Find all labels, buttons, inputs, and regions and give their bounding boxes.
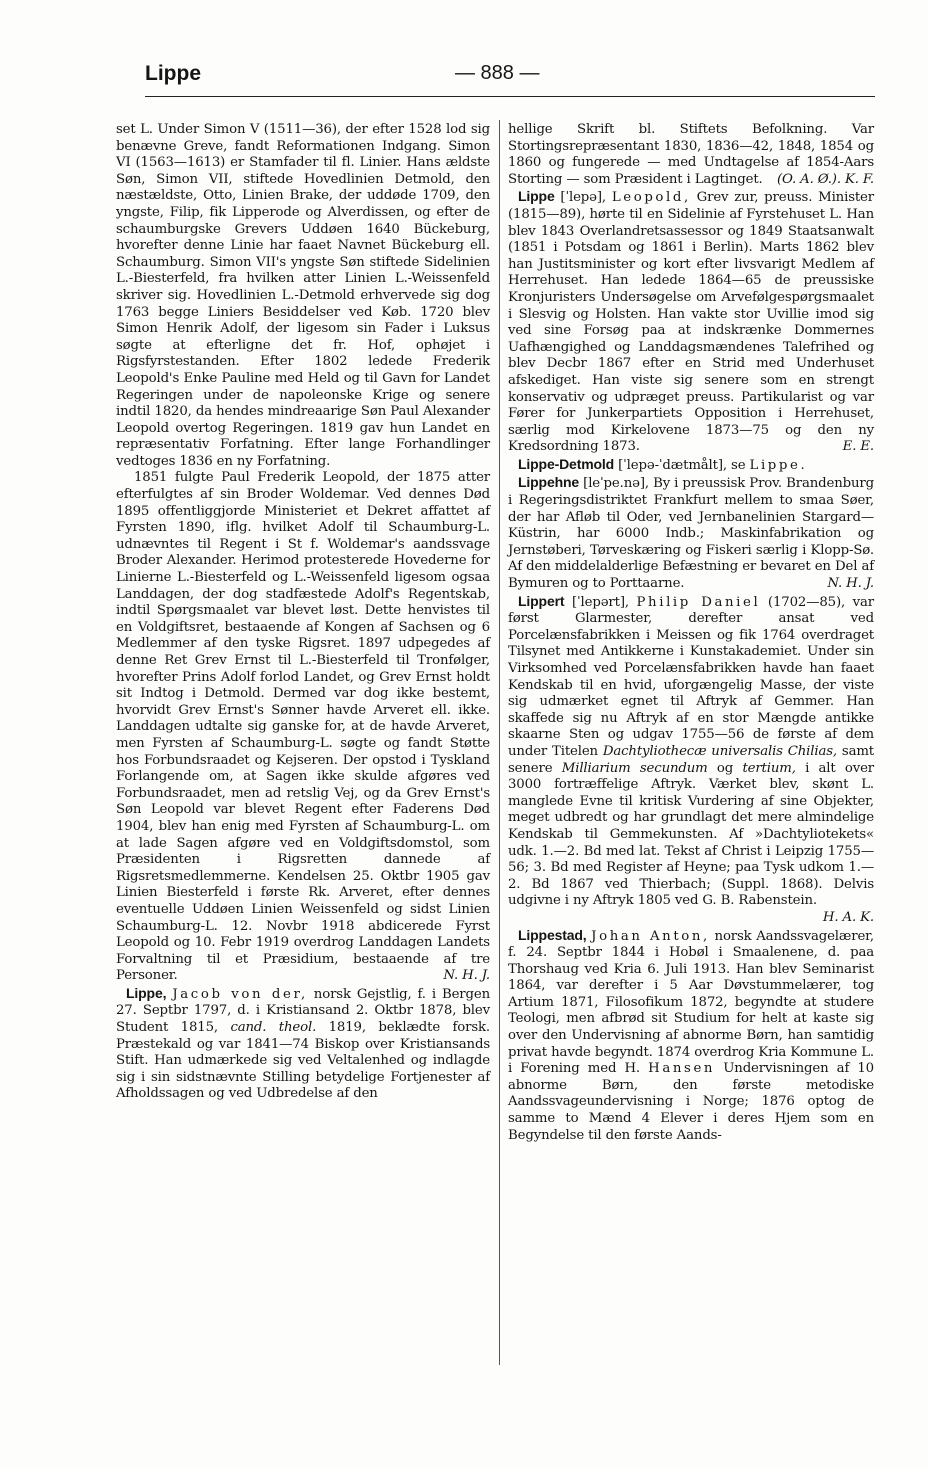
entry-text-2: samt senere: [508, 743, 874, 776]
author-signature: N. H. J.: [827, 576, 874, 592]
entry-lippe-jacob: [116, 985, 490, 1103]
entry-text: Grev zur, preuss. Minister (1815—89), hørte til en Sidelinie af Fyrstehuset L. Han blev 1843 Overlandretsassessor og 1849 Staatsanwalt (1851 i Potsdam og 1861 i Berlin). Marts 1862 blev han Justitsminister og kort efter livsvarigt Medlem af Herrehuset. Han ledede 1864—65 de preussiske Kronjuristers Undersøgelse om Arvefølgespørgsmaalet i Slesvig og Holsten. Han vakte stor Uvillie imod sig ved sine Forsøg paa at indskrænke Dommernes Uafhængighed og Landdagsmændenes Talefrihed og blev Decbr 1867 efter en Strid med Underhuset afskediget. Han viste sig senere som en strengt konservativ og udpræget preuss. Partikularist og var Fører for Junkerpartiets Opposition i Herrehuset, særlig mod Kirkelovene 1873—75 og den ny Kredsordning 1873.: [508, 190, 874, 455]
entry-headword: Lippert: [518, 592, 565, 609]
author-signature: N. H. J.: [443, 968, 490, 984]
entry-headword: Lippe-Detmold: [518, 455, 615, 472]
cross-reference: Lippe.: [749, 457, 808, 473]
entry-lippe-leopold: [508, 188, 874, 456]
entry-text-2: 1819, beklædte forsk. Præstekald og var 1841—74 Biskop over Kristiansands Stift. Han udmærkede sig ved Veltalenhed og indlagde sig i sin sidstnævnte Stilling betydelige Fortjenester af Afholdssagen og ved Udbredelse af den: [116, 1020, 490, 1102]
running-head: [145, 62, 875, 98]
entry-text: norsk Aandssvagelærer, f. 24. Septbr 1844 i Hobøl i Smaalenene, d. paa Thorshaug ved Kria 6. Juli 1913. Han blev Seminarist 1864, var derefter i 5 Aar Døvstummelærer, tog Artium 1871, Filosofikum 1872, begyndte at studere Teologi, men afbrød sit Studium for helt at kaste sig over den Undervisning af abnorme Børn, han samtidig privat havde begyndt. 1874 overdrog Kria Kommune L. i Forening med H.: [508, 928, 875, 1077]
history-paragraph-2: [116, 470, 490, 984]
entry-text-2: Undervisningen af 10 abnorme Børn, den første metodiske Aandssvageundervisning i Norge; 1876 optog de samme to Mænd 4 Elever i deres Hjem som en Begyndelse til den første Aands-: [508, 1061, 874, 1143]
entry-text-4: i alt over 3000 fortræffelige Aftryk. Værket blev, skønt L. manglede Evne til kritisk Vurdering af sine Objekter, meget udbredt og har grundlagt det mere almindelige Kendskab til Gemmekunsten. Af »Dachtyliotekets« udk. 1.—2. Bd med lat. Tekst af Christ i Leipzig 1755—56; 3. Bd med Register af Heyne; paa Tysk udkom 1.—2. Bd 1867 ved Thierbach; (Suppl. 1868). Delvis udgivne i ny Aftryk 1805 ved G. B. Rabenstein.: [508, 760, 874, 909]
entry-text-3: og: [707, 760, 743, 776]
entry-headword: Lippestad,: [518, 926, 587, 943]
entry-lippestad: [508, 927, 874, 1145]
author-signature: H. A. K.: [822, 909, 874, 925]
column-divider: [499, 120, 500, 1365]
entry-lippert: [508, 592, 874, 925]
entry-pronunciation: [ˈlepərt],: [564, 594, 637, 610]
header-rule: [145, 96, 875, 97]
entry-name: Johan Anton,: [591, 928, 710, 944]
entry-name: Philip Daniel: [636, 594, 761, 610]
entry-italic-2: Milliarium secundum: [561, 760, 708, 776]
entry-name: Jacob von der,: [172, 986, 308, 1002]
entry-lippehne: [508, 474, 874, 592]
entry-text: [ˈlepə-ˈdætmålt], se: [614, 457, 750, 473]
entry-headword: Lippe: [518, 188, 555, 205]
entry-text: norsk Gejstlig, f. i Bergen 27. Septbr 1797, d. i Kristiansand 2. Oktbr 1878, blev Student 1815,: [116, 986, 490, 1036]
running-headword: Lippe: [145, 62, 201, 85]
entry-text: (1702—85), var først Glarmester, derefter ansat ved Porcelænsfabrikken i Meissen og fik 1764 overdraget Tilsynet med Antikkerne i Kunstakademiet. Under sin Virksomhed ved Porcelænsfabrikken havde han faaet Kendskab til en hvid, uforgængelig Masse, der viste sig udmærket egnet til Aftryk af Gemmer. Han skaffede sig nu Aftryk af en stor Mængde antikke skaarne Sten og udgav 1755—56 de første af dem under Titelen: [508, 594, 874, 759]
right-column: [508, 122, 874, 1144]
continued-paragraph: [508, 122, 874, 188]
entry-name-2: Hansen: [648, 1061, 716, 1077]
entry-headword: Lippe,: [126, 984, 167, 1001]
author-signature: E. E.: [842, 439, 874, 455]
entry-name: Leopold,: [611, 190, 691, 206]
continued-text: hellige Skrift bl. Stiftets Befolkning. Var Stortingsrepræsentant 1830, 1836—42, 1848, 1854 og 1860 og fungerede — med Undtagelse af 1854-Aars Storting — som Præsident i Lagtinget.: [508, 122, 874, 187]
page-number: — 888 —: [455, 62, 540, 84]
entry-italic-3: tertium,: [742, 760, 796, 776]
entry-italic: cand. theol.: [230, 1020, 317, 1036]
entry-italic: Dachtyliothecæ universalis Chilias,: [602, 743, 838, 759]
left-column: [116, 122, 490, 1103]
entry-text: [leˈpe.nə], By i preussisk Prov. Brandenburg i Regeringsdistriktet Frankfurt mellem to smaa Søer, der har Afløb til Oder, ved Jernbanelinien Stargard—Küstrin, har 6000 Indb.; Maskinfabrikation og Jernstøberi, Tørveskæring og Fiskeri særlig i Klopp-Sø. Af den middelalderlige Befæstning er bevaret en Del af Bymuren og to Porttaarne.: [508, 476, 874, 592]
entry-lippe-detmold: [508, 456, 874, 475]
author-signature: (O. A. Ø.). K. F.: [776, 171, 874, 187]
history-paragraph-1: set L. Under Simon V (1511—36), der efter 1528 lod sig benævne Greve, fandt Reformationen Indgang. Simon VI (1563—1613) er Stamfader til fl. Linier. Hans ældste Søn, Simon VII, stiftede Hovedlinien Detmold, den næstældste, Otto, Linien Brake, der uddøde 1709, den yngste, Filip, fik Lipperode og Alverdissen, og efter de schaumburgske Grevers Uddøen 1640 Bückeburg, hvorefter denne Linie har faaet Navnet Bückeburg ell. Schaumburg. Simon VII's yngste Søn stiftede Sidelinien L.-Biesterfeld, fra hvilken atter Linien L.-Weissenfeld skriver sig. Hovedlinien L.-Detmold erhvervede sig dog 1763 begge Liniers Besiddelser ved Køb. 1720 blev Simon Henrik Adolf, der ligesom sin Fader i Luksus søgte at efterligne det fr. Hof, ophøjet i Rigsfyrstestanden. Efter 1802 ledede Frederik Leopold's Enke Pauline med Held og til Gavn for Landet Regeringen under de napoleonske Krige og senere indtil 1820, da hendes mindreaarige Søn Paul Alexander Leopold overtog Regeringen. 1819 gav hun Landet en repræsentativ Forfatning. Efter lange Forhandlinger vedtoges 1836 en ny Forfatning.: [116, 122, 490, 469]
history-paragraph-2-text: 1851 fulgte Paul Frederik Leopold, der 1875 atter efterfulgtes af sin Broder Woldemar. Ved dennes Død 1895 offentliggjorde Ministeriet et Dekret affattet af Fyrsten 1890, iflg. hvilket Adolf til Schaumburg-L. udnævntes til Regent i St f. Woldemar's aandssvage Broder Alexander. Herimod protesterede Hovederne for Linierne L.-Biesterfeld og L.-Weissenfeld ligesom ogsaa Landdagen, der dog stadfæstede Adolf's Regentskab, indtil Spørgsmaalet var blevet løst. Dette henvistes til en Voldgiftsret, bestaaende af Kongen af Sachsen og 6 Medlemmer af den tyske Rigsret. 1897 udpegedes af denne Ret Grev Ernst til L.-Biesterfeld til Tronfølger, hvorefter Prins Adolf forlod Landet, og Grev Ernst holdt sit Indtog i Detmold. Dermed var dog ikke bestemt, hvorvidt Grev Ernst's Sønner havde Arveret ell. ikke. Landdagen udtalte sig ganske for, at de havde Arveret, men Fyrsten af Schaumburg-L. søgte og fandt Støtte hos Forbundsraadet og Kejseren. Der opstod i Tyskland Forlangende om, at Sagen ikke skulde afgøres ved Forbundsraadet, men ad retslig Vej, og da Grev Ernst's Søn Leopold var blevet Regent efter Faderens Død 1904, blev han enig med Fyrsten af Schaumburg-L. om at lade Sagen afgøre ved en Voldgiftsdomstol, som Præsidenten i Rigsretten dannede af Rigsretsmedlemmerne. Kendelsen 25. Oktbr 1905 gav Linien Biesterfeld i første Rk. Arveret, efter dennes eventuelle Uddøen Linien Weissenfeld og sidst Linien Schaumburg-L. 12. Novbr 1918 abdicerede Fyrst Leopold og 10. Febr 1919 overdrog Landdagen Landets Forvaltning til et Præsidium, bestaaende af tre Personer.: [116, 470, 490, 984]
entry-pronunciation: [ˈlepə],: [554, 190, 612, 206]
entry-headword: Lippehne: [518, 474, 580, 491]
